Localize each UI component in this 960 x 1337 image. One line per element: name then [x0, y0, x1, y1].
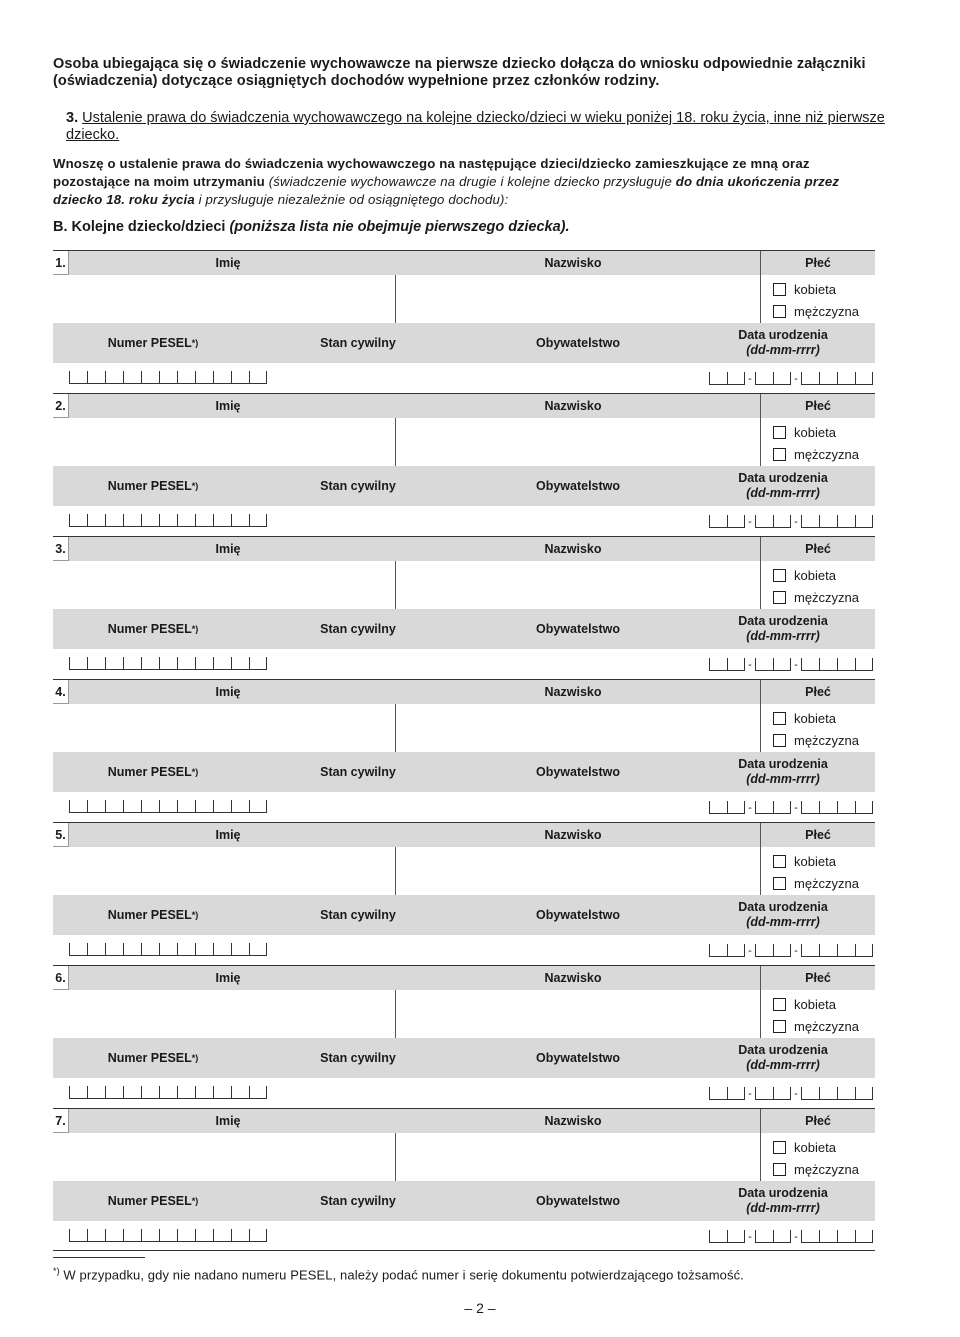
female-checkbox[interactable]	[773, 998, 786, 1011]
first-name-field[interactable]	[53, 1133, 395, 1181]
footnote	[53, 1262, 744, 1284]
pesel-label-text: Numer PESEL	[107, 622, 192, 636]
declaration-note: (świadczenie wychowawcze na drugie i kolejne dziecko przysługuje	[268, 174, 676, 189]
child-number: 1.	[53, 251, 69, 275]
intro-note: Osoba ubiegająca się o świadczenie wychowawcze na pierwsze dziecko dołącza do wniosku odpowiednie załączniki (oświadczenia) dotyczące osiągniętych dochodów wypełnione przez członków rodziny.	[53, 56, 866, 89]
date-separator: -	[794, 802, 798, 814]
marital-status-field[interactable]	[283, 1223, 463, 1251]
date-separator: -	[794, 659, 798, 671]
pesel-label	[73, 752, 233, 792]
female-checkbox[interactable]	[773, 712, 786, 725]
marital-status-label: Stan cywilny	[283, 1038, 433, 1078]
first-name-field[interactable]	[53, 990, 395, 1038]
child-entry	[53, 393, 875, 536]
first-name-label: Imię	[188, 680, 268, 704]
birth-date-label	[693, 752, 873, 792]
pesel-footnote-mark: *)	[191, 767, 199, 777]
divider	[760, 394, 761, 466]
female-checkbox[interactable]	[773, 1141, 786, 1154]
birth-date-label-text: Data urodzenia	[738, 1043, 828, 1057]
male-label: mężczyzna	[794, 733, 860, 748]
sex-option-female[interactable]	[773, 854, 836, 869]
sex-option-female[interactable]	[773, 568, 836, 583]
child-number: 5.	[53, 823, 69, 847]
sex-label: Płeć	[763, 680, 873, 704]
divider	[760, 966, 761, 1038]
pesel-label-text: Numer PESEL	[107, 908, 192, 922]
first-name-label: Imię	[188, 251, 268, 275]
citizenship-field[interactable]	[473, 508, 693, 536]
pesel-label-text: Numer PESEL	[107, 1051, 192, 1065]
female-label: kobieta	[794, 425, 836, 440]
birth-date-label	[693, 466, 873, 506]
last-name-label: Nazwisko	[508, 394, 638, 418]
male-checkbox[interactable]	[773, 448, 786, 461]
birth-date-input[interactable]	[709, 943, 873, 957]
last-name-field[interactable]	[396, 990, 760, 1038]
pesel-label	[73, 609, 233, 649]
birth-date-format: (dd-mm-rrrr)	[746, 486, 820, 500]
sex-option-male[interactable]	[773, 876, 859, 891]
birth-date-format: (dd-mm-rrrr)	[746, 343, 820, 357]
pesel-input[interactable]	[69, 514, 267, 528]
female-checkbox[interactable]	[773, 569, 786, 582]
date-separator: -	[794, 1231, 798, 1243]
subsection-b	[53, 218, 570, 236]
birth-date-input[interactable]	[709, 1086, 873, 1100]
citizenship-label: Obywatelstwo	[503, 752, 653, 792]
pesel-label	[73, 1038, 233, 1078]
sex-option-male[interactable]	[773, 733, 859, 748]
footnote-rule	[53, 1257, 145, 1258]
first-name-label: Imię	[188, 394, 268, 418]
last-name-field[interactable]	[396, 561, 760, 609]
divider	[760, 823, 761, 895]
citizenship-field[interactable]	[473, 937, 693, 965]
first-name-label: Imię	[188, 966, 268, 990]
declaration-main: Wnoszę o ustalenie prawa do świadczenia wychowawczego na następujące dzieci/dziecko zamieszkujące ze mną oraz pozostające na moim utrzymaniu	[53, 156, 810, 189]
sex-option-male[interactable]	[773, 447, 859, 462]
birth-date-label-text: Data urodzenia	[738, 757, 828, 771]
child-number: 4.	[53, 680, 69, 704]
divider	[760, 1109, 761, 1181]
page-number: – 2 –	[464, 1300, 496, 1316]
pesel-input[interactable]	[69, 800, 267, 814]
birth-date-format: (dd-mm-rrrr)	[746, 1201, 820, 1215]
pesel-footnote-mark: *)	[191, 910, 199, 920]
date-separator: -	[794, 945, 798, 957]
last-name-label: Nazwisko	[508, 537, 638, 561]
citizenship-field[interactable]	[473, 365, 693, 393]
child-header-bar	[53, 394, 875, 418]
sex-label: Płeć	[763, 1109, 873, 1133]
child-number: 6.	[53, 966, 69, 990]
pesel-label-text: Numer PESEL	[107, 479, 192, 493]
birth-date-format: (dd-mm-rrrr)	[746, 1058, 820, 1072]
section-3-number: 3.	[66, 110, 79, 126]
sex-option-male[interactable]	[773, 304, 859, 319]
female-label: kobieta	[794, 997, 836, 1012]
marital-status-label: Stan cywilny	[283, 752, 433, 792]
birth-date-input[interactable]	[709, 371, 873, 385]
child-header-bar	[53, 1109, 875, 1133]
marital-status-label: Stan cywilny	[283, 609, 433, 649]
section-3-title: Ustalenie prawa do świadczenia wychowawczego na kolejne dziecko/dzieci w wieku poniżej 18. roku życia, inne niż pierwsze dziecko.	[66, 110, 885, 143]
child-entry	[53, 822, 875, 965]
date-separator: -	[748, 1088, 752, 1100]
female-label: kobieta	[794, 1140, 836, 1155]
child-number: 2.	[53, 394, 69, 418]
citizenship-label: Obywatelstwo	[503, 1181, 653, 1221]
citizenship-label: Obywatelstwo	[503, 466, 653, 506]
male-label: mężczyzna	[794, 876, 860, 891]
pesel-footnote-mark: *)	[191, 481, 199, 491]
citizenship-label: Obywatelstwo	[503, 323, 653, 363]
divider	[760, 537, 761, 609]
male-label: mężczyzna	[794, 1019, 860, 1034]
first-name-label: Imię	[188, 823, 268, 847]
declaration-emphasis: do dnia ukończenia przez dziecko 18. roku życia	[53, 174, 840, 207]
child-number: 3.	[53, 537, 69, 561]
child-header-bar	[53, 966, 875, 990]
marital-status-field[interactable]	[283, 508, 463, 536]
pesel-footnote-mark: *)	[191, 1196, 199, 1206]
child-header-bar	[53, 680, 875, 704]
divider	[760, 251, 761, 323]
pesel-input[interactable]	[69, 1229, 267, 1243]
last-name-field[interactable]	[396, 847, 760, 895]
birth-date-label-text: Data urodzenia	[738, 900, 828, 914]
pesel-input[interactable]	[69, 1086, 267, 1100]
marital-status-field[interactable]	[283, 365, 463, 393]
pesel-footnote-mark: *)	[191, 1053, 199, 1063]
female-label: kobieta	[794, 854, 836, 869]
citizenship-field[interactable]	[473, 651, 693, 679]
marital-status-label: Stan cywilny	[283, 323, 433, 363]
last-name-label: Nazwisko	[508, 1109, 638, 1133]
birth-date-input[interactable]	[709, 514, 873, 528]
footnote-mark: *)	[53, 1266, 60, 1276]
first-name-field[interactable]	[53, 275, 395, 323]
birth-date-label-text: Data urodzenia	[738, 471, 828, 485]
sex-option-female[interactable]	[773, 425, 836, 440]
sex-option-female[interactable]	[773, 711, 836, 726]
birth-date-label-text: Data urodzenia	[738, 328, 828, 342]
sex-option-female[interactable]	[773, 997, 836, 1012]
pesel-footnote-mark: *)	[191, 624, 199, 634]
footnote-text: W przypadku, gdy nie nadano numeru PESEL, należy podać numer i serię dokumentu potwierdzającego tożsamość.	[59, 1267, 744, 1283]
child-entry	[53, 250, 875, 393]
marital-status-field[interactable]	[283, 651, 463, 679]
child-number: 7.	[53, 1109, 69, 1133]
declaration-text	[53, 155, 883, 209]
pesel-label	[73, 466, 233, 506]
marital-status-label: Stan cywilny	[283, 895, 433, 935]
female-checkbox[interactable]	[773, 283, 786, 296]
last-name-field[interactable]	[396, 704, 760, 752]
sex-label: Płeć	[763, 537, 873, 561]
date-separator: -	[794, 373, 798, 385]
male-checkbox[interactable]	[773, 877, 786, 890]
pesel-label-text: Numer PESEL	[107, 336, 192, 350]
birth-date-input[interactable]	[709, 1229, 873, 1243]
first-name-field[interactable]	[53, 847, 395, 895]
female-checkbox[interactable]	[773, 855, 786, 868]
birth-date-input[interactable]	[709, 800, 873, 814]
sex-option-male[interactable]	[773, 590, 859, 605]
pesel-label	[73, 895, 233, 935]
pesel-label	[73, 1181, 233, 1221]
first-name-label: Imię	[188, 1109, 268, 1133]
child-entry	[53, 679, 875, 822]
citizenship-field[interactable]	[473, 1080, 693, 1108]
last-name-label: Nazwisko	[508, 966, 638, 990]
sex-option-male[interactable]	[773, 1019, 859, 1034]
female-label: kobieta	[794, 711, 836, 726]
last-name-field[interactable]	[396, 275, 760, 323]
sex-label: Płeć	[763, 394, 873, 418]
birth-date-label	[693, 1181, 873, 1221]
first-name-field[interactable]	[53, 704, 395, 752]
male-checkbox[interactable]	[773, 305, 786, 318]
sex-option-female[interactable]	[773, 1140, 836, 1155]
male-checkbox[interactable]	[773, 591, 786, 604]
marital-status-label: Stan cywilny	[283, 1181, 433, 1221]
sex-option-male[interactable]	[773, 1162, 859, 1177]
last-name-field[interactable]	[396, 1133, 760, 1181]
subsection-b-label: B. Kolejne dziecko/dzieci	[53, 219, 230, 235]
birth-date-label	[693, 895, 873, 935]
first-name-field[interactable]	[53, 418, 395, 466]
divider	[760, 680, 761, 752]
pesel-label	[73, 323, 233, 363]
citizenship-label: Obywatelstwo	[503, 895, 653, 935]
female-checkbox[interactable]	[773, 426, 786, 439]
first-name-label: Imię	[188, 537, 268, 561]
birth-date-format: (dd-mm-rrrr)	[746, 772, 820, 786]
sex-option-female[interactable]	[773, 282, 836, 297]
birth-date-format: (dd-mm-rrrr)	[746, 915, 820, 929]
male-checkbox[interactable]	[773, 1163, 786, 1176]
birth-date-label	[693, 1038, 873, 1078]
date-separator: -	[748, 802, 752, 814]
child-header-bar	[53, 251, 875, 275]
birth-date-format: (dd-mm-rrrr)	[746, 629, 820, 643]
child-entry	[53, 965, 875, 1108]
male-label: mężczyzna	[794, 447, 860, 462]
date-separator: -	[794, 516, 798, 528]
last-name-label: Nazwisko	[508, 251, 638, 275]
birth-date-label-text: Data urodzenia	[738, 1186, 828, 1200]
child-header-bar	[53, 537, 875, 561]
sex-label: Płeć	[763, 823, 873, 847]
birth-date-input[interactable]	[709, 657, 873, 671]
date-separator: -	[748, 1231, 752, 1243]
pesel-input[interactable]	[69, 657, 267, 671]
birth-date-label-text: Data urodzenia	[738, 614, 828, 628]
children-table	[53, 250, 875, 1251]
citizenship-label: Obywatelstwo	[503, 1038, 653, 1078]
male-label: mężczyzna	[794, 590, 860, 605]
female-label: kobieta	[794, 282, 836, 297]
marital-status-label: Stan cywilny	[283, 466, 433, 506]
birth-date-label	[693, 323, 873, 363]
pesel-label-text: Numer PESEL	[107, 765, 192, 779]
citizenship-field[interactable]	[473, 1223, 693, 1251]
male-checkbox[interactable]	[773, 734, 786, 747]
sex-label: Płeć	[763, 251, 873, 275]
female-label: kobieta	[794, 568, 836, 583]
date-separator: -	[748, 945, 752, 957]
male-label: mężczyzna	[794, 304, 860, 319]
pesel-footnote-mark: *)	[191, 338, 199, 348]
last-name-field[interactable]	[396, 418, 760, 466]
child-entry	[53, 536, 875, 679]
declaration-note-end: i przysługuje niezależnie od osiągniętego dochodu):	[194, 192, 509, 207]
section-3-heading	[66, 110, 886, 144]
date-separator: -	[794, 1088, 798, 1100]
child-entry	[53, 1108, 875, 1251]
date-separator: -	[748, 516, 752, 528]
marital-status-field[interactable]	[283, 937, 463, 965]
date-separator: -	[748, 373, 752, 385]
last-name-label: Nazwisko	[508, 680, 638, 704]
sex-label: Płeć	[763, 966, 873, 990]
date-separator: -	[748, 659, 752, 671]
last-name-label: Nazwisko	[508, 823, 638, 847]
subsection-b-note: (poniższa lista nie obejmuje pierwszego dziecka).	[229, 219, 570, 235]
child-header-bar	[53, 823, 875, 847]
citizenship-field[interactable]	[473, 794, 693, 822]
pesel-input[interactable]	[69, 371, 267, 385]
birth-date-label	[693, 609, 873, 649]
marital-status-field[interactable]	[283, 794, 463, 822]
marital-status-field[interactable]	[283, 1080, 463, 1108]
citizenship-label: Obywatelstwo	[503, 609, 653, 649]
pesel-label-text: Numer PESEL	[107, 1194, 192, 1208]
male-checkbox[interactable]	[773, 1020, 786, 1033]
pesel-input[interactable]	[69, 943, 267, 957]
male-label: mężczyzna	[794, 1162, 860, 1177]
first-name-field[interactable]	[53, 561, 395, 609]
